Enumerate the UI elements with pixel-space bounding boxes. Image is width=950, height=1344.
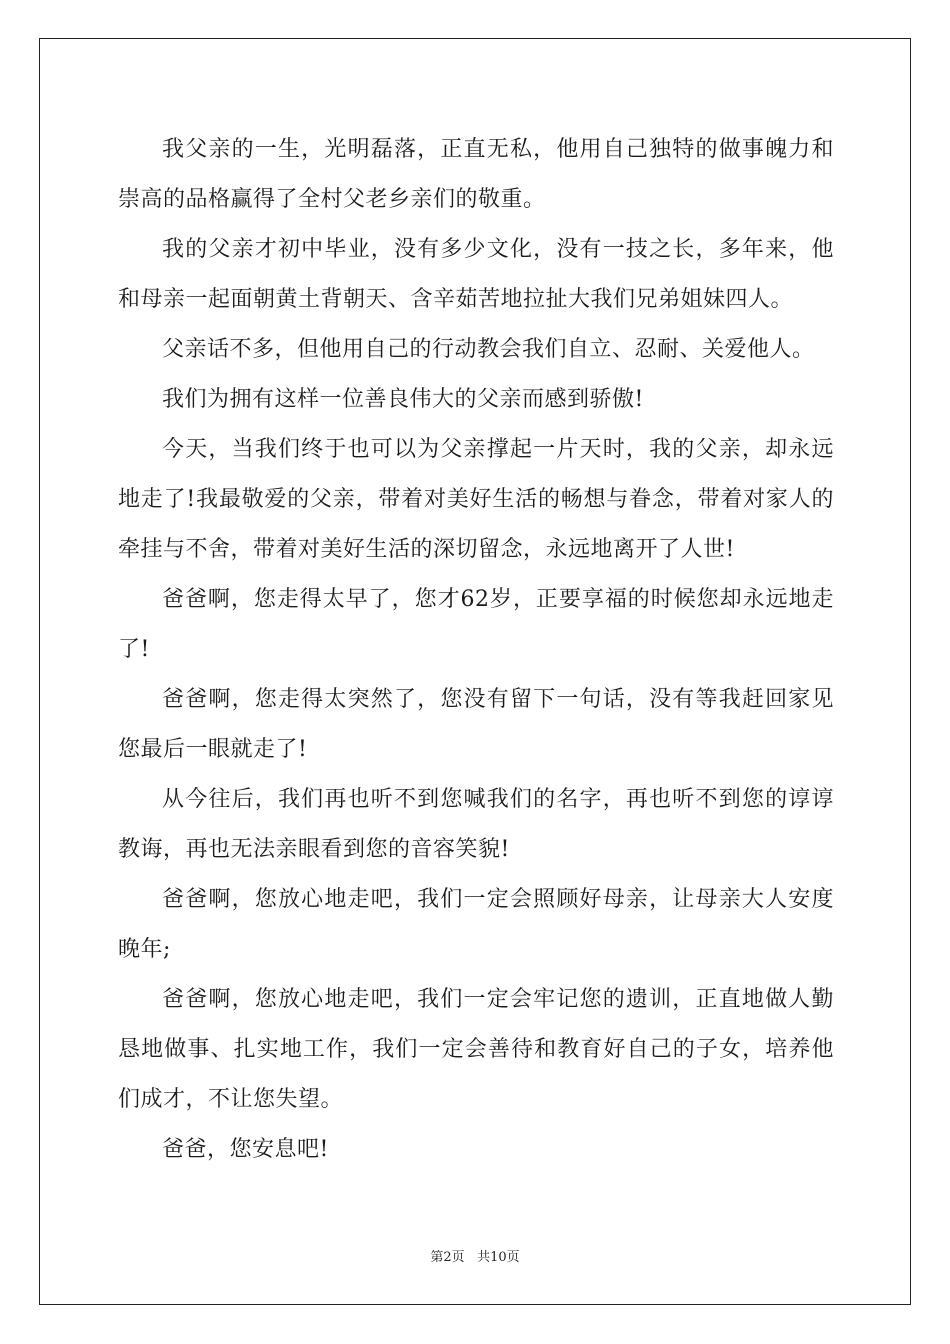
page-footer xyxy=(0,1246,950,1265)
paragraph: 爸爸啊，您放心地走吧，我们一定会照顾好母亲，让母亲大人安度晚年; xyxy=(118,887,834,962)
paragraph: 爸爸啊，您走得太早了，您才62岁，正要享福的时候您却永远地走了! xyxy=(118,587,834,662)
paragraph: 爸爸，您安息吧! xyxy=(162,1137,329,1162)
paragraph: 爸爸啊，您放心地走吧，我们一定会牢记您的遗训，正直地做人勤恳地做事、扎实地工作，我们一定会善待和教育好自己的子女，培养他们成才，不让您失望。 xyxy=(118,987,834,1112)
paragraph: 父亲话不多，但他用自己的行动教会我们自立、忍耐、关爱他人。 xyxy=(162,337,815,362)
page-number: 第2页 xyxy=(430,1250,465,1265)
paragraph: 我的父亲才初中毕业，没有多少文化，没有一技之长，多年来，他和母亲一起面朝黄土背朝天、含辛茹苦地拉扯大我们兄弟姐妹四人。 xyxy=(118,237,834,312)
paragraph: 爸爸啊，您走得太突然了，您没有留下一句话，没有等我赶回家见您最后一眼就走了! xyxy=(118,687,834,762)
paragraph: 今天，当我们终于也可以为父亲撑起一片天时，我的父亲，却永远地走了!我最敬爱的父亲，带着对美好生活的畅想与眷念，带着对家人的牵挂与不舍，带着对美好生活的深切留念，永远地离开了人世! xyxy=(118,437,834,562)
document-body xyxy=(118,125,834,1175)
footer-gap xyxy=(465,1250,477,1265)
paragraph: 从今往后，我们再也听不到您喊我们的名字，再也听不到您的谆谆教诲，再也无法亲眼看到您的音容笑貌! xyxy=(118,787,834,862)
page-total: 共10页 xyxy=(477,1250,520,1265)
paragraph: 我们为拥有这样一位善良伟大的父亲而感到骄傲! xyxy=(162,387,644,412)
paragraph: 我父亲的一生，光明磊落，正直无私，他用自己独特的做事魄力和崇高的品格赢得了全村父老乡亲们的敬重。 xyxy=(118,137,834,212)
